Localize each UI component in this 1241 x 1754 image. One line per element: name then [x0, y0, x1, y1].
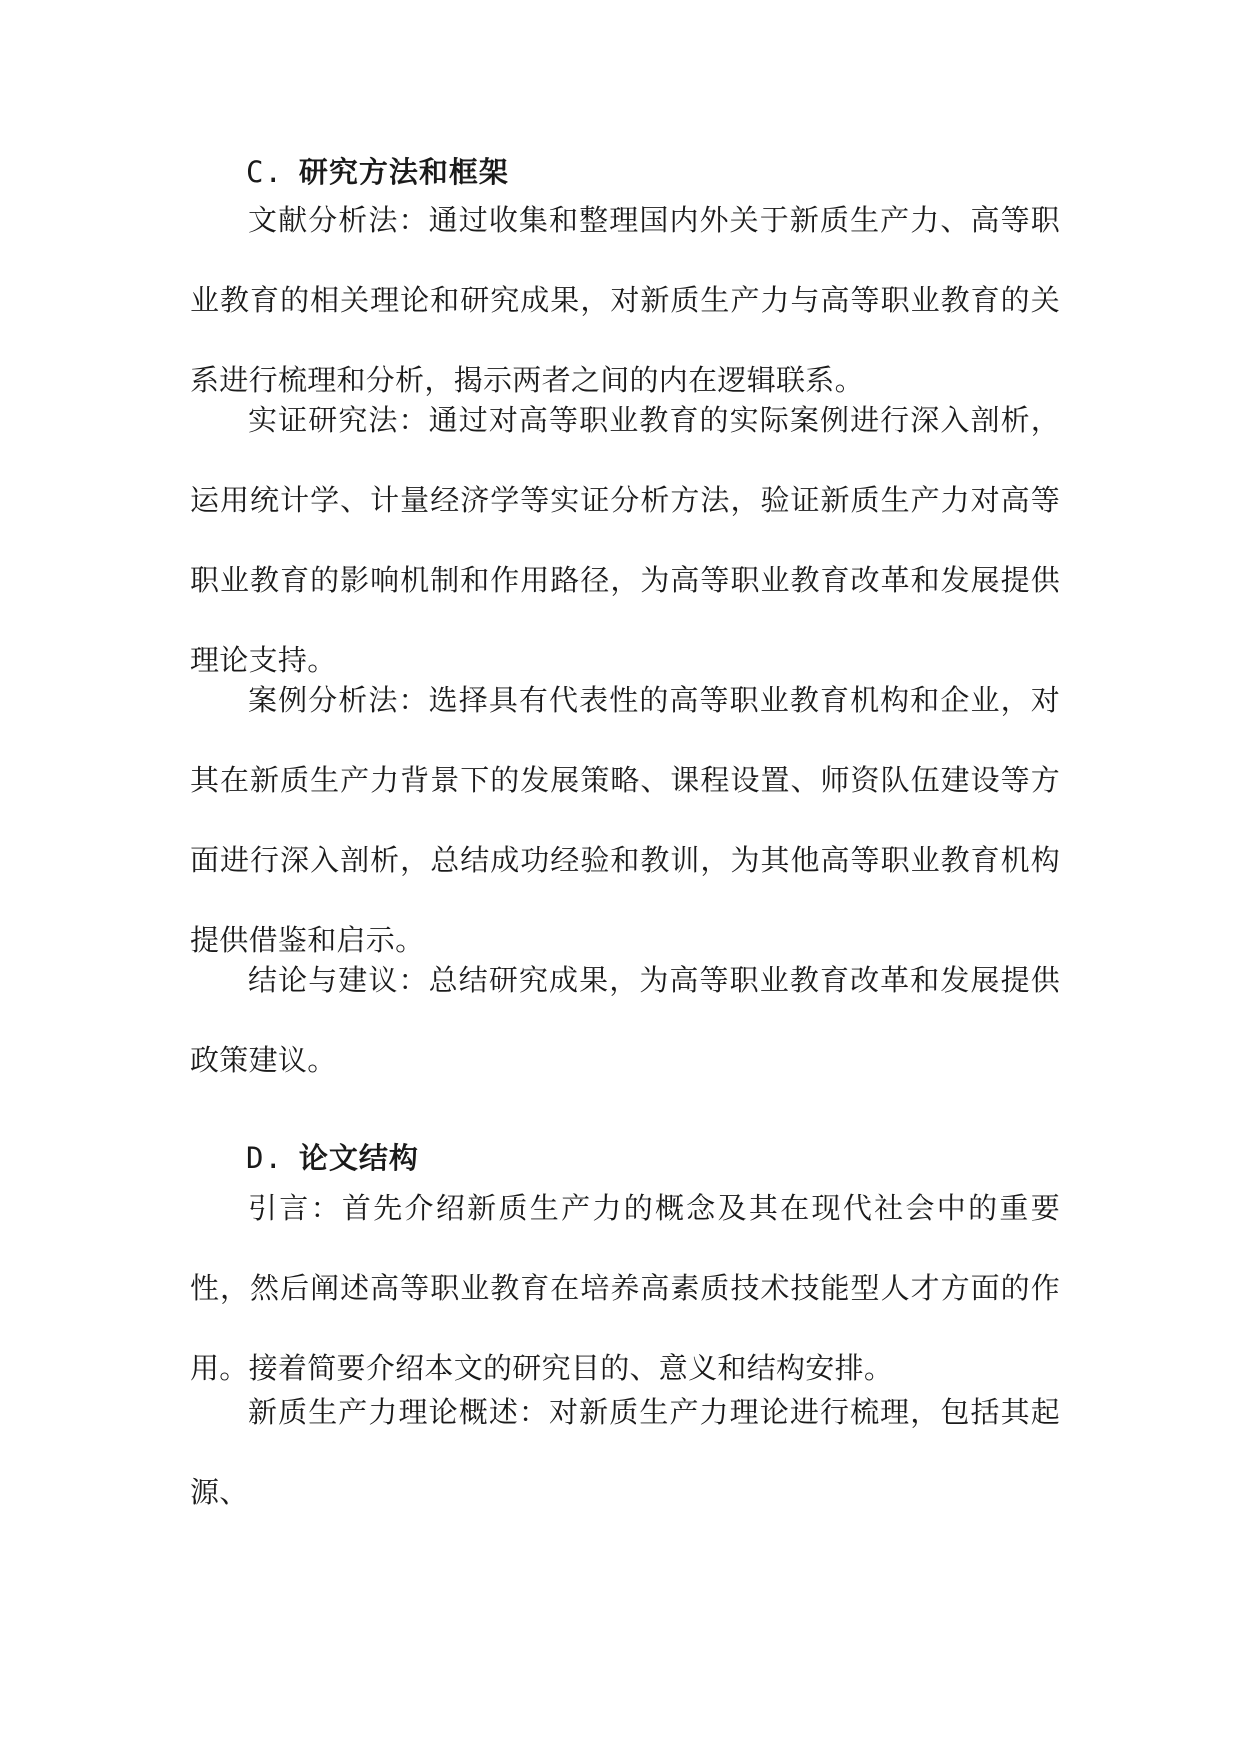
section-title-d: 论文结构	[298, 1141, 419, 1175]
section-title-c: 研究方法和框架	[298, 155, 509, 189]
section-letter-c: C.	[246, 155, 283, 189]
paragraph-introduction: 引言：首先介绍新质生产力的概念及其在现代社会中的重要性，然后阐述高等职业教育在培养高素质技术技能型人才方面的作用。接着简要介绍本文的研究目的、意义和结构安排。	[190, 1191, 1060, 1385]
paragraph-empirical-research: 实证研究法：通过对高等职业教育的实际案例进行深入剖析，运用统计学、计量经济学等实证分析方法，验证新质生产力对高等职业教育的影响机制和作用路径，为高等职业教育改革和发展提供理论支持。	[190, 403, 1060, 677]
paragraph-case-analysis: 案例分析法：选择具有代表性的高等职业教育机构和企业，对其在新质生产力背景下的发展策略、课程设置、师资队伍建设等方面进行深入剖析，总结成功经验和教训，为其他高等职业教育机构提供借鉴和启示。	[190, 683, 1060, 957]
paragraph-literature-analysis: 文献分析法：通过收集和整理国内外关于新质生产力、高等职业教育的相关理论和研究成果，对新质生产力与高等职业教育的关系进行梳理和分析，揭示两者之间的内在逻辑联系。	[190, 203, 1060, 397]
paragraph-conclusions-suggestions: 结论与建议：总结研究成果，为高等职业教育改革和发展提供政策建议。	[190, 963, 1060, 1077]
paragraph-theory-overview: 新质生产力理论概述：对新质生产力理论进行梳理，包括其起源、	[190, 1395, 1060, 1509]
section-letter-d: D.	[246, 1141, 283, 1175]
